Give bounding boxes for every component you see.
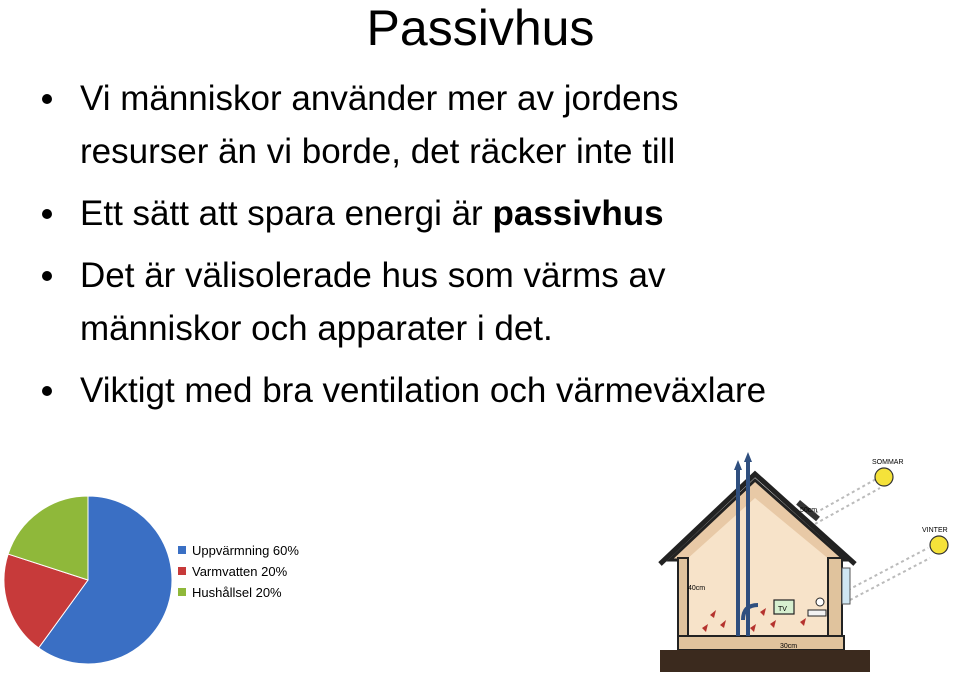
wall-thickness-label: 40cm (688, 585, 706, 592)
bullet-text-3a: Det är välisolerade hus som värms av (80, 256, 666, 295)
slide-title: Passivhus (366, 0, 595, 56)
bullet-item (36, 364, 946, 417)
bullet-dot (42, 94, 52, 104)
bullet-dot (42, 386, 52, 396)
legend-item (178, 540, 299, 561)
bullet-text-2: Ett sätt att spara energi är (80, 194, 493, 233)
bullet-dot (42, 209, 52, 219)
bullet-item (36, 249, 946, 355)
bullet-text-1a: Vi människor använder mer av jordens (80, 79, 679, 118)
roof-thickness-label: 50cm (800, 507, 818, 514)
summer-label: SOMMAR (872, 459, 904, 466)
bullet-list (36, 72, 946, 426)
energy-pie-chart (0, 488, 330, 672)
bullet-item (36, 72, 946, 178)
bullet-item (36, 187, 946, 240)
person-icon (816, 598, 824, 606)
legend-label: Varmvatten 20% (192, 564, 288, 579)
bullet-text-4: Viktigt med bra ventilation och värmeväxlare (80, 371, 767, 410)
left-wall (678, 558, 688, 648)
floor (678, 636, 844, 650)
summer-sun-icon (875, 468, 893, 486)
legend-label: Uppvärmning 60% (192, 543, 299, 558)
legend-item (178, 582, 299, 603)
tv-label: TV (778, 606, 787, 613)
passive-house-illustration (650, 440, 959, 672)
winter-label: VINTER (922, 527, 948, 534)
bullet-text-1b: resurser än vi borde, det räcker inte till (80, 132, 676, 171)
legend-item (178, 561, 299, 582)
legend-swatch (178, 567, 186, 575)
ground (660, 650, 870, 672)
pie-svg (0, 488, 175, 672)
bullet-text-3b: människor och apparater i det. (80, 309, 553, 348)
pie-legend (178, 540, 299, 603)
window (842, 568, 850, 604)
legend-swatch (178, 546, 186, 554)
bullet-text-2-bold: passivhus (492, 194, 664, 233)
winter-sun-icon (930, 536, 948, 554)
legend-label: Hushållsel 20% (192, 585, 282, 600)
sofa (808, 610, 826, 616)
floor-thickness-label: 30cm (780, 643, 798, 650)
legend-swatch (178, 588, 186, 596)
bullet-dot (42, 271, 52, 281)
right-wall (828, 558, 842, 648)
